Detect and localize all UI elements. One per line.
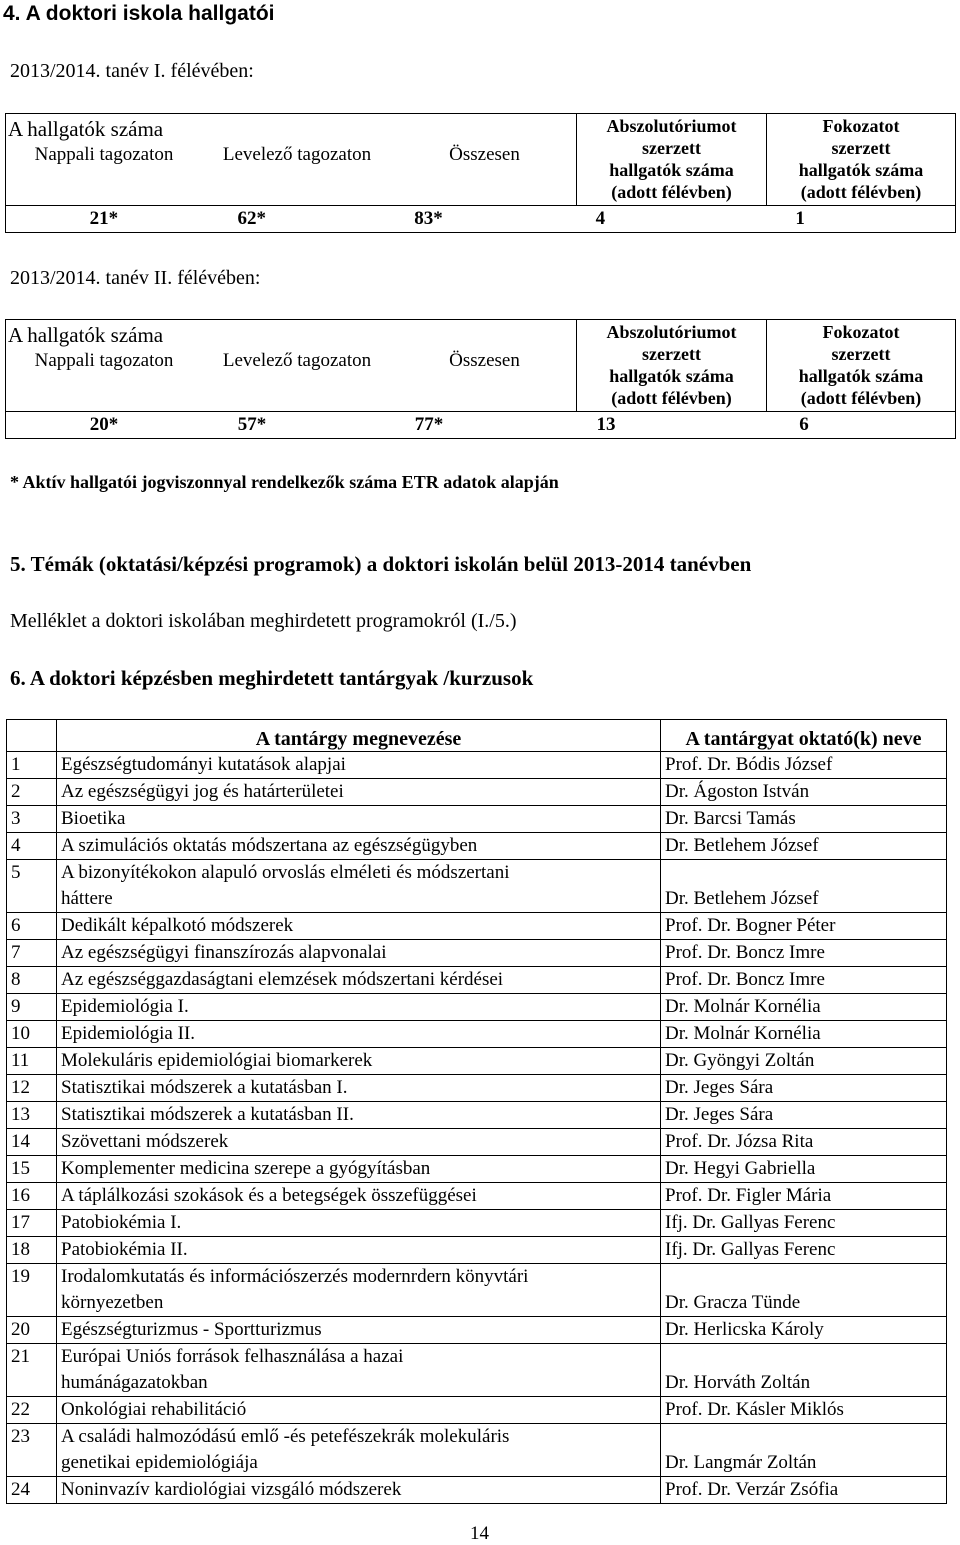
semester2-label: 2013/2014. tanév II. félévében: [10, 267, 261, 289]
course-teacher: Prof. Dr. Kásler Miklós [661, 1397, 947, 1424]
table-row [7, 1048, 947, 1075]
course-teacher: Dr. Hegyi Gabriella [661, 1156, 947, 1183]
semester1-stats-table [5, 113, 956, 233]
course-subject-line: Komplementer medicina szerepe a gyógyításban [61, 1158, 431, 1179]
course-subject [57, 1317, 661, 1344]
course-teacher: Prof. Dr. Figler Mária [661, 1183, 947, 1210]
course-number: 12 [7, 1075, 57, 1102]
course-subject-line: Epidemiológia I. [61, 996, 189, 1017]
course-number: 19 [7, 1264, 57, 1317]
course-number: 21 [7, 1344, 57, 1397]
students-count-group-cell [6, 114, 577, 206]
course-number: 7 [7, 940, 57, 967]
course-subject-line: Európai Uniós források felhasználása a hazai [61, 1346, 404, 1367]
table-row [7, 940, 947, 967]
table-row [7, 1477, 947, 1504]
correspondence-value: 62* [237, 208, 266, 229]
course-number: 14 [7, 1129, 57, 1156]
course-subject-line: Statisztikai módszerek a kutatásban II. [61, 1104, 354, 1125]
course-subject [57, 1424, 661, 1477]
course-subject-line: Patobiokémia II. [61, 1239, 188, 1260]
students-count-group-cell [6, 320, 577, 412]
table-row [7, 1021, 947, 1048]
course-subject-line: Patobiokémia I. [61, 1212, 182, 1233]
course-number: 16 [7, 1183, 57, 1210]
course-number: 11 [7, 1048, 57, 1075]
course-number: 2 [7, 779, 57, 806]
page-number: 14 [470, 1523, 489, 1544]
course-teacher: Dr. Langmár Zoltán [661, 1424, 947, 1477]
course-subject-line: Az egészséggazdaságtani elemzések módszertani kérdései [61, 969, 504, 990]
course-subject [57, 806, 661, 833]
course-number: 3 [7, 806, 57, 833]
course-teacher: Dr. Herlicska Károly [661, 1317, 947, 1344]
course-teacher: Prof. Dr. Józsa Rita [661, 1129, 947, 1156]
courses-table [6, 719, 947, 1504]
course-subject-line: Egészségtudományi kutatások alapjai [61, 754, 346, 775]
course-number: 23 [7, 1424, 57, 1477]
course-subject-line: Egészségturizmus - Sportturizmus [61, 1319, 322, 1340]
course-teacher: Dr. Gyöngyi Zoltán [661, 1048, 947, 1075]
course-subject-line: genetikai epidemiológiája [61, 1452, 258, 1473]
course-subject-line: humánágazatokban [61, 1372, 208, 1393]
teacher-column-header: A tantárgyat oktató(k) neve [661, 720, 947, 752]
table-row [7, 1156, 947, 1183]
course-subject-line: Molekuláris epidemiológiai biomarkerek [61, 1050, 373, 1071]
course-subject-line: Az egészségügyi finanszírozás alapvonalai [61, 942, 387, 963]
correspondence-header: Levelező tagozaton [222, 350, 372, 371]
course-subject-line: Szövettani módszerek [61, 1131, 229, 1152]
total-value: 83* [414, 208, 443, 229]
course-number: 18 [7, 1237, 57, 1264]
semester1-values-row [6, 206, 956, 233]
course-subject [57, 1397, 661, 1424]
course-number: 8 [7, 967, 57, 994]
course-teacher: Dr. Jeges Sára [661, 1102, 947, 1129]
course-subject [57, 1075, 661, 1102]
course-subject-line: Noninvazív kardiológiai vizsgáló módszerek [61, 1479, 402, 1500]
correspondence-header: Levelező tagozaton [222, 144, 372, 165]
course-number: 20 [7, 1317, 57, 1344]
section6-heading: 6. A doktori képzésben meghirdetett tantárgyak /kurzusok [10, 666, 534, 690]
course-teacher: Dr. Horváth Zoltán [661, 1344, 947, 1397]
course-subject-line: A családi halmozódású emlő -és petefészekrák molekuláris [61, 1426, 510, 1447]
course-subject-line: Dedikált képalkotó módszerek [61, 915, 294, 936]
course-teacher: Ifj. Dr. Gallyas Ferenc [661, 1210, 947, 1237]
course-subject-line: Irodalomkutatás és információszerzés modernrdern könyvtári [61, 1266, 529, 1287]
section5-text: Melléklet a doktori iskolában meghirdetett programokról (I./5.) [10, 610, 517, 632]
table-row [7, 994, 947, 1021]
course-subject-line: A szimulációs oktatás módszertana az egészségügyben [61, 835, 478, 856]
table-row [7, 1344, 947, 1397]
section5-heading: 5. Témák (oktatási/képzési programok) a doktori iskolán belül 2013-2014 tanévben [10, 552, 752, 576]
degree-header: Fokozatot szerzett hallgatók száma (adott félévben) [767, 114, 956, 206]
course-subject-line: háttere [61, 888, 113, 909]
course-teacher: Prof. Dr. Bogner Péter [661, 913, 947, 940]
course-number: 24 [7, 1477, 57, 1504]
course-teacher: Ifj. Dr. Gallyas Ferenc [661, 1237, 947, 1264]
table-row [7, 833, 947, 860]
absolutorium-header: Abszolutóriumot szerzett hallgatók száma (adott félévben) [577, 320, 767, 412]
absolutorium-value: 13 [596, 414, 616, 435]
course-subject [57, 860, 661, 913]
course-subject [57, 1102, 661, 1129]
course-subject [57, 1129, 661, 1156]
course-subject-line: A táplálkozási szokások és a betegségek összefüggései [61, 1185, 477, 1206]
students-count-label: A hallgatók száma [8, 323, 164, 347]
table-row [7, 1237, 947, 1264]
course-number: 9 [7, 994, 57, 1021]
course-number: 4 [7, 833, 57, 860]
semester1-label: 2013/2014. tanév I. félévében: [10, 60, 254, 82]
course-teacher: Prof. Dr. Boncz Imre [661, 940, 947, 967]
daytime-header: Nappali tagozaton [34, 144, 174, 165]
absolutorium-header: Abszolutóriumot szerzett hallgatók száma (adott félévben) [577, 114, 767, 206]
course-teacher: Dr. Ágoston István [661, 779, 947, 806]
course-teacher: Dr. Betlehem József [661, 860, 947, 913]
total-value: 77* [414, 414, 444, 435]
semester2-stats-table [5, 319, 956, 439]
course-subject [57, 1237, 661, 1264]
course-subject [57, 940, 661, 967]
course-number: 10 [7, 1021, 57, 1048]
course-number: 15 [7, 1156, 57, 1183]
daytime-value: 20* [89, 414, 119, 435]
table-row [7, 1424, 947, 1477]
course-teacher: Prof. Dr. Bódis József [661, 752, 947, 779]
table-row [7, 860, 947, 913]
table-row [7, 806, 947, 833]
course-number: 5 [7, 860, 57, 913]
course-subject [57, 1477, 661, 1504]
table-row [7, 779, 947, 806]
course-subject-line: A bizonyítékokon alapuló orvoslás elméleti és módszertani [61, 862, 510, 883]
course-subject [57, 1344, 661, 1397]
course-number: 17 [7, 1210, 57, 1237]
semester2-values-row [6, 412, 956, 439]
course-subject-line: Epidemiológia II. [61, 1023, 196, 1044]
course-subject-line: Bioetika [61, 808, 126, 829]
course-teacher: Prof. Dr. Boncz Imre [661, 967, 947, 994]
course-subject [57, 967, 661, 994]
course-teacher: Dr. Molnár Kornélia [661, 1021, 947, 1048]
daytime-value: 21* [89, 208, 119, 229]
table-row [7, 1075, 947, 1102]
table-row [7, 1210, 947, 1237]
course-subject [57, 1021, 661, 1048]
course-teacher: Dr. Gracza Tünde [661, 1264, 947, 1317]
course-subject [57, 833, 661, 860]
table-row [7, 1129, 947, 1156]
table-row [7, 967, 947, 994]
courses-header-row [7, 720, 947, 752]
students-count-label: A hallgatók száma [8, 117, 164, 141]
course-subject [57, 1048, 661, 1075]
courses-table-body [7, 752, 947, 1504]
degree-value: 6 [799, 414, 809, 435]
total-header: Összesen [449, 350, 520, 371]
course-teacher: Prof. Dr. Verzár Zsófia [661, 1477, 947, 1504]
course-subject [57, 1264, 661, 1317]
course-number: 6 [7, 913, 57, 940]
number-column-header [7, 720, 57, 752]
course-subject-line: környezetben [61, 1292, 164, 1313]
course-number: 1 [7, 752, 57, 779]
course-subject [57, 994, 661, 1021]
degree-value: 1 [795, 208, 805, 229]
degree-header: Fokozatot szerzett hallgatók száma (adott félévben) [767, 320, 956, 412]
absolutorium-value: 4 [595, 208, 606, 229]
table-row [7, 1264, 947, 1317]
daytime-header: Nappali tagozaton [34, 350, 174, 371]
course-subject-line: Statisztikai módszerek a kutatásban I. [61, 1077, 348, 1098]
course-teacher: Dr. Molnár Kornélia [661, 994, 947, 1021]
table-row [7, 913, 947, 940]
course-subject [57, 1156, 661, 1183]
course-teacher: Dr. Jeges Sára [661, 1075, 947, 1102]
table-row [7, 752, 947, 779]
footnote: * Aktív hallgatói jogviszonnyal rendelkezők száma ETR adatok alapján [10, 472, 559, 492]
course-teacher: Dr. Betlehem József [661, 833, 947, 860]
course-subject-line: Onkológiai rehabilitáció [61, 1399, 247, 1420]
table-row [7, 1102, 947, 1129]
total-header: Összesen [449, 144, 520, 165]
section4-heading: 4. A doktori iskola hallgatói [3, 2, 275, 25]
course-subject-line: Az egészségügyi jog és határterületei [61, 781, 344, 802]
table-row [7, 1397, 947, 1424]
course-number: 13 [7, 1102, 57, 1129]
table-row [7, 1317, 947, 1344]
course-subject [57, 913, 661, 940]
table-row [7, 1183, 947, 1210]
course-subject [57, 779, 661, 806]
correspondence-value: 57* [237, 414, 267, 435]
course-subject [57, 1183, 661, 1210]
course-subject [57, 1210, 661, 1237]
subject-column-header: A tantárgy megnevezése [57, 720, 661, 752]
course-number: 22 [7, 1397, 57, 1424]
course-subject [57, 752, 661, 779]
course-teacher: Dr. Barcsi Tamás [661, 806, 947, 833]
